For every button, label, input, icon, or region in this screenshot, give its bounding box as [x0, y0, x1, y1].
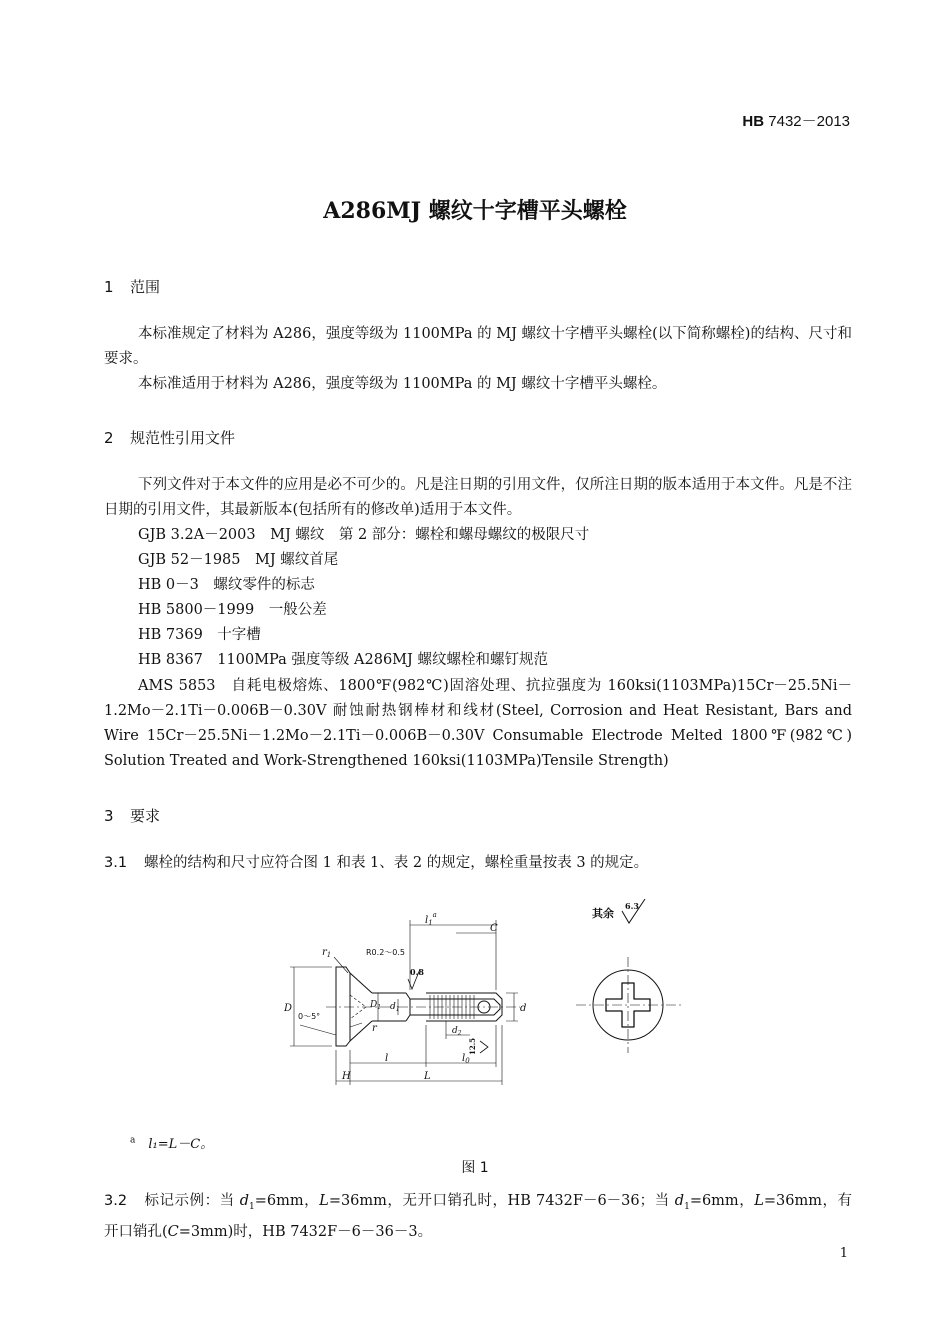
label-angle: 0～5°: [298, 1012, 321, 1021]
clause-3-1: 3.1 螺栓的结构和尺寸应符合图 1 和表 1、表 2 的规定，螺栓重量按表 3 的规定。: [104, 855, 649, 871]
label-l1: $l_1^a$: [425, 911, 437, 927]
label-H: H: [342, 1071, 351, 1082]
reference-item-ams: AMS 5853 自耗电极熔炼、1800℉(982℃)固溶处理、抗拉强度为 160ksi(1103MPa)15Cr－25.5Ni－1.2Mo－2.1Ti－0.006B－0.30V 耐蚀耐热钢棒材和线材(Steel, Corrosion and Heat Resistant, Bars and Wire 15Cr－25.5Ni－1.2Mo－2.1Ti－0.006B－0.30V Consumable Electrode Melted 1800℉(982℃) Solution Treated and Work-Strengthened 160ksi(1103MPa)Tensile Strength): [104, 678, 852, 769]
dimension-lines: [290, 920, 518, 1085]
references-intro: 下列文件对于本文件的应用是必不可少的。凡是注日期的引用文件，仅所注日期的版本适用于本文件。凡是不注日期的引用文件，其最新版本(包括所有的修改单)适用于本文件。: [104, 477, 852, 518]
label-r: r: [372, 1023, 377, 1034]
label-l0: $l_0$: [462, 1053, 470, 1065]
reference-item: GJB 52－1985 MJ 螺纹首尾: [138, 552, 339, 568]
surface-note: 其余: [592, 907, 614, 920]
reference-item: HB 0－3 螺纹零件的标志: [138, 577, 315, 593]
figure-footnote: $^a$ l₁=L－C。: [130, 1135, 214, 1152]
clause-3-2: 3.2 标记示例：当 $d_1=6mm$，L=36mm，无开口销孔时，HB 7432F－6－36；当 $d_1=6mm$，L=36mm，有开口销孔(C=3mm)时，HB 7432F－6－36－3。: [104, 1193, 852, 1240]
reference-list: [138, 523, 852, 673]
scope-text: [104, 322, 852, 397]
roughness-shank-value: 0.8: [410, 967, 424, 977]
section-3-heading: 3 要求: [104, 807, 161, 825]
page-number: 1: [839, 1246, 848, 1261]
scope-paragraph-2: 本标准适用于材料为 A286，强度等级为 1100MPa 的 MJ 螺纹十字槽平头螺栓。: [138, 376, 667, 392]
label-d: d: [520, 1003, 527, 1014]
label-radius: R0.2～0.5: [366, 948, 406, 957]
section-1-heading: 1 范围: [104, 278, 161, 296]
reference-item: HB 7369 十字槽: [138, 627, 261, 643]
label-C: C: [490, 923, 498, 934]
label-D: D: [284, 1003, 293, 1014]
figure-caption: 图 1: [461, 1160, 489, 1176]
roughness-general-value: 6.3: [625, 901, 639, 911]
reference-item: GJB 3.2A－2003 MJ 螺纹 第 2 部分：螺栓和螺母螺纹的极限尺寸: [138, 527, 590, 543]
document-code: HB 7432－2013: [742, 113, 850, 130]
figure-1-bolt-drawing: [270, 895, 690, 1104]
roughness-hole-icon: [480, 1041, 488, 1053]
label-D1: $D_1$: [370, 1000, 382, 1011]
section-2-heading: 2 规范性引用文件: [104, 429, 236, 447]
label-l: l: [385, 1053, 389, 1064]
reference-item: HB 8367 1100MPa 强度等级 A286MJ 螺纹螺栓和螺钉规范: [138, 652, 548, 668]
scope-paragraph-1: 本标准规定了材料为 A286，强度等级为 1100MPa 的 MJ 螺纹十字槽平头螺栓(以下简称螺栓)的结构、尺寸和要求。: [104, 326, 852, 367]
bolt-side-view: [326, 967, 520, 1046]
label-r1: $r_1$: [322, 947, 332, 959]
reference-item: HB 5800－1999 一般公差: [138, 602, 327, 618]
label-d2: $d_2$: [452, 1026, 462, 1037]
roughness-hole-value: 12.5: [468, 1037, 477, 1055]
document-title: A286MJ 螺纹十字槽平头螺栓: [323, 198, 627, 224]
label-L: L: [424, 1071, 431, 1082]
bolt-end-view: [576, 957, 682, 1053]
label-d1: $d_1$: [390, 1002, 400, 1013]
